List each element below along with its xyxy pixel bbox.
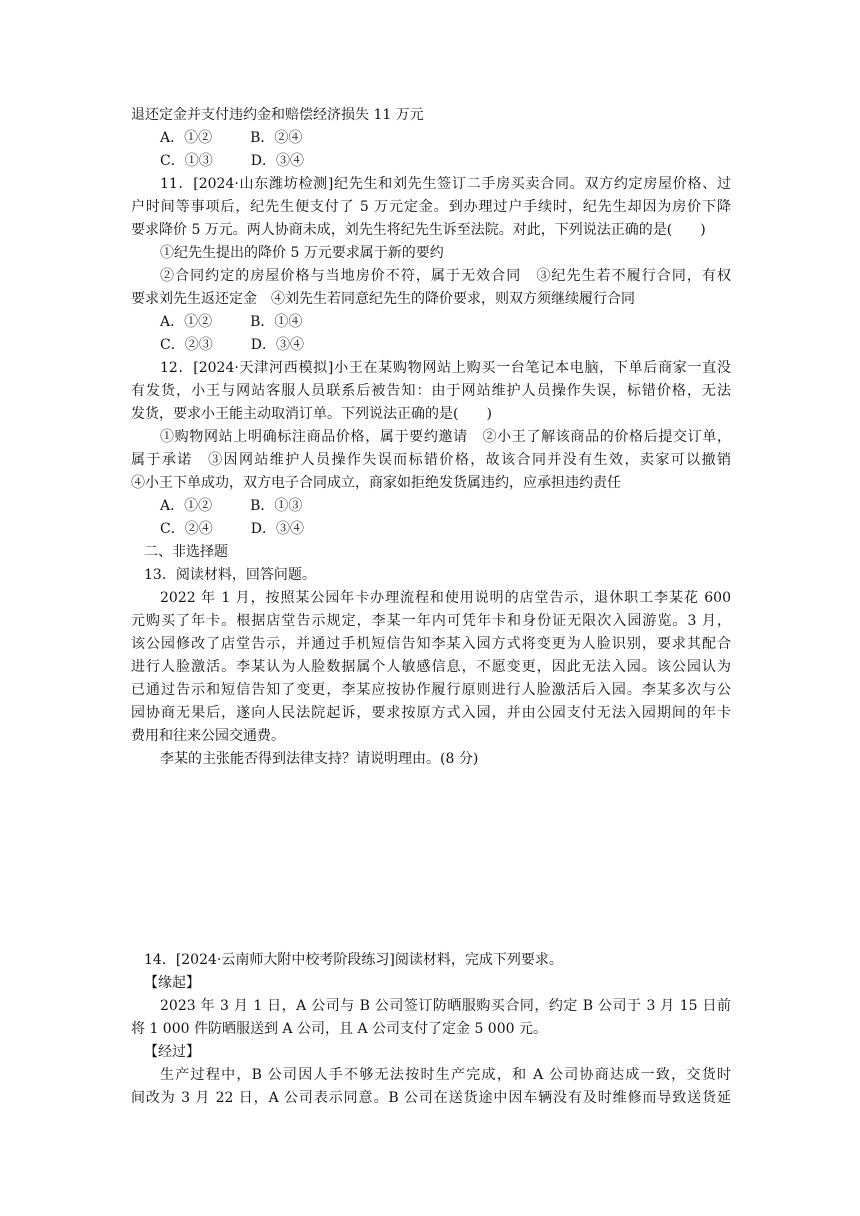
material-line: 费用和往来公园交通费。 — [131, 728, 285, 744]
question-12-line: 有发货，小王与网站客服人员联系后被告知：由于网站维护人员操作失误，标错价格，无法 — [131, 383, 731, 399]
question-14-heading: 14．[2024·云南师大附中校考阶段练习]阅读材料，完成下列要求。 — [144, 952, 563, 968]
question-13-heading: 13．阅读材料，回答问题。 — [144, 567, 316, 583]
subheading-process: 【经过】 — [144, 1044, 200, 1060]
answer-options-row — [160, 151, 304, 172]
material-line: 该公园修改了店堂告示，并通过手机短信告知李某入园方式将变更为人脸识别，要求其配合 — [131, 636, 731, 652]
statement-line: 属于承诺 ③因网站维护人员操作失误而标错价格，故该合同并没有生效，卖家可以撤销 — [131, 452, 731, 468]
material-line: 生产过程中，B 公司因人手不够无法按时生产完成，和 A 公司协商达成一致，交货时 — [160, 1067, 731, 1083]
option-a: A．①② — [160, 130, 213, 146]
answer-options-row — [160, 128, 302, 149]
answer-options-row — [160, 519, 304, 540]
option-b: B．②④ — [250, 130, 303, 146]
answer-options-row — [160, 312, 302, 333]
question-11-line: 要求降价 5 万元。两人协商未成，刘先生将纪先生诉至法院。对此，下列说法正确的是( ) — [131, 222, 706, 238]
option-d: D．③④ — [250, 153, 304, 169]
option-a: A．①② — [160, 314, 213, 330]
statement-line: ①购物网站上明确标注商品价格，属于要约邀请 ②小王了解该商品的价格后提交订单， — [160, 429, 731, 445]
material-line: 进行人脸激活。李某认为人脸数据属个人敏感信息，不愿变更，因此无法入园。该公园认为 — [131, 659, 731, 675]
material-line: 园协商无果后，遂向人民法院起诉，要求按原方式入园，并由公园支付无法入园期间的年卡 — [131, 705, 731, 721]
option-c: C．①③ — [160, 153, 213, 169]
option-a: A．①② — [160, 498, 213, 514]
question-11-line: 11．[2024·山东潍坊检测]纪先生和刘先生签订二手房买卖合同。双方约定房屋价格、过 — [160, 176, 731, 192]
answer-options-row — [160, 496, 302, 517]
option-c: C．②④ — [160, 521, 213, 537]
text-line: 退还定金并支付违约金和赔偿经济损失 11 万元 — [131, 107, 424, 123]
material-line: 间改为 3 月 22 日，A 公司表示同意。B 公司在送货途中因车辆没有及时维修而导致送货延 — [131, 1090, 731, 1106]
answer-options-row — [160, 335, 304, 356]
material-line: 将 1 000 件防晒服送到 A 公司，且 A 公司支付了定金 5 000 元。 — [131, 1021, 547, 1037]
option-c: C．②③ — [160, 337, 213, 353]
material-line: 已通过告示和短信告知了变更，李某应按协作履行原则进行人脸激活后入园。李某多次与公 — [131, 682, 731, 698]
material-line: 2022 年 1 月，按照某公园年卡办理流程和使用说明的店堂告示，退休职工李某花 600 — [160, 590, 731, 606]
option-d: D．③④ — [250, 337, 304, 353]
question-12-line: 发货，要求小王能主动取消订单。下列说法正确的是( ) — [131, 406, 492, 422]
statement-line: ①纪先生提出的降价 5 万元要求属于新的要约 — [160, 245, 444, 261]
subheading-origin: 【缘起】 — [144, 975, 200, 991]
question-13-prompt: 李某的主张能否得到法律支持？请说明理由。(8 分) — [160, 751, 479, 767]
question-12-line: 12．[2024·天津河西模拟]小王在某购物网站上购买一台笔记本电脑，下单后商家一直没 — [160, 360, 731, 376]
option-b: B．①③ — [250, 498, 303, 514]
section-heading: 二、非选择题 — [144, 544, 228, 560]
option-b: B．①④ — [250, 314, 303, 330]
material-line: 元购买了年卡。根据店堂告示规定，李某一年内可凭年卡和身份证无限次入园游览。3 月， — [131, 613, 731, 629]
statement-line: 要求刘先生返还定金 ④刘先生若同意纪先生的降价要求，则双方须继续履行合同 — [131, 291, 635, 307]
material-line: 2023 年 3 月 1 日，A 公司与 B 公司签订防晒服购买合同，约定 B 公司于 3 月 15 日前 — [160, 998, 731, 1014]
question-11-line: 户时间等事项后，纪先生便支付了 5 万元定金。到办理过户手续时，纪先生却因为房价下降 — [131, 199, 731, 215]
option-d: D．③④ — [250, 521, 304, 537]
statement-line: ④小王下单成功，双方电子合同成立，商家如拒绝发货属违约，应承担违约责任 — [131, 475, 621, 491]
statement-line: ②合同约定的房屋价格与当地房价不符，属于无效合同 ③纪先生若不履行合同，有权 — [160, 268, 731, 284]
